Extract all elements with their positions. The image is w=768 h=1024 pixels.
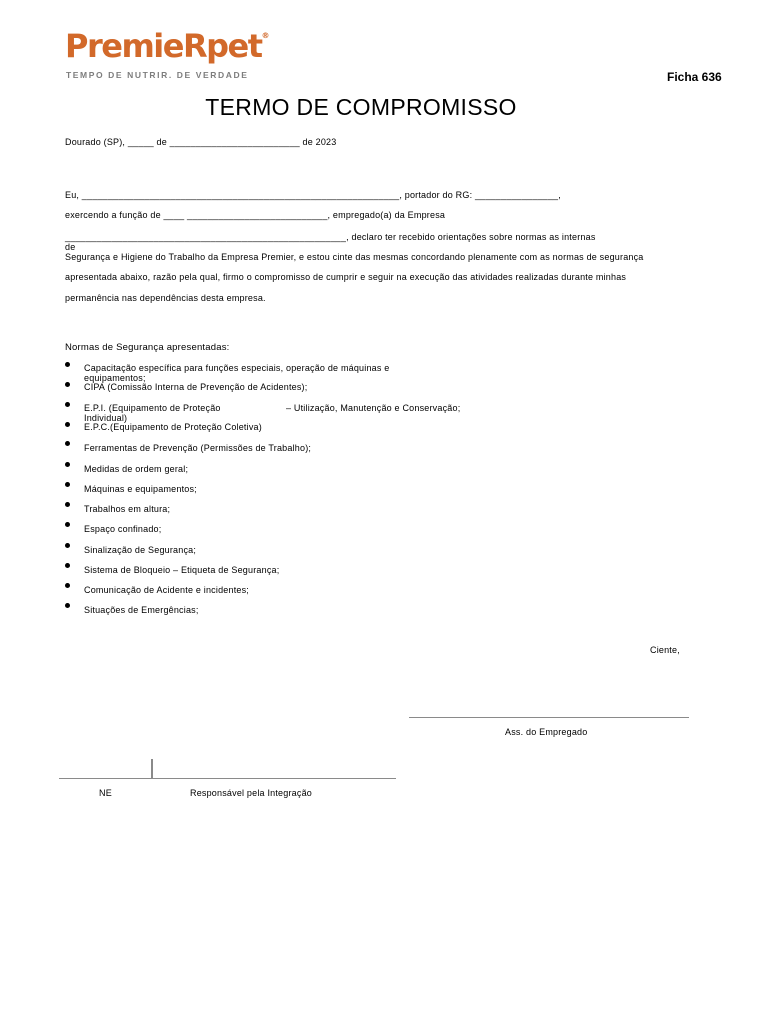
list-item-extra: – Utilização, Manutenção e Conservação; [286, 403, 461, 413]
bullet-icon [65, 502, 70, 507]
list-item-continuation: Individual) [84, 413, 128, 423]
bullet-icon [65, 563, 70, 568]
list-item: Sistema de Bloqueio – Etiqueta de Segurança; [84, 565, 280, 575]
list-item: Capacitação específica para funções especiais, operação de máquinas e [84, 363, 390, 373]
bullet-icon [65, 362, 70, 367]
list-item: Comunicação de Acidente e incidentes; [84, 585, 250, 595]
list-item: E.P.I. (Equipamento de Proteção [84, 403, 221, 413]
list-item: Medidas de ordem geral; [84, 464, 189, 474]
date-line: Dourado (SP), _____ de _________________________ de 2023 [65, 137, 337, 147]
list-item: Trabalhos em altura; [84, 504, 171, 514]
paragraph-line-5: apresentada abaixo, razão pela qual, firmo o compromisso de cumprir e seguir na execução das atividades realizadas durante minhas [65, 272, 627, 282]
list-item: Situações de Emergências; [84, 605, 199, 615]
bullet-icon [65, 482, 70, 487]
document-title: TERMO DE COMPROMISSO [205, 94, 517, 120]
integration-signature-line [59, 778, 396, 779]
job-function-line: exercendo a função de ____ ___________________________, empregado(a) da Empresa [65, 210, 446, 220]
employee-signature-label: Ass. do Empregado [505, 727, 588, 737]
norms-heading: Normas de Segurança apresentadas: [65, 342, 230, 353]
company-tagline: TEMPO DE NUTRIR. DE VERDADE [66, 70, 249, 80]
list-item: Sinalização de Segurança; [84, 545, 197, 555]
bullet-icon [65, 382, 70, 387]
paragraph-line-4: Segurança e Higiene do Trabalho da Empresa Premier, e estou cinte das mesmas concordando plenamente com as normas de segurança [65, 252, 644, 262]
form-number: Ficha 636 [667, 70, 722, 84]
bullet-icon [65, 543, 70, 548]
employee-signature-line [409, 717, 689, 718]
list-item: Ferramentas de Prevenção (Permissões de Trabalho); [84, 443, 312, 453]
company-line-continuation: de [65, 242, 76, 252]
responsible-label: Responsável pela Integração [190, 788, 312, 798]
paragraph-line-6: permanência nas dependências desta empresa. [65, 293, 266, 303]
bullet-icon [65, 522, 70, 527]
ne-label: NE [99, 788, 112, 798]
company-line: ______________________________________________________, declaro ter recebido orientações sobre normas as internas [65, 232, 596, 242]
list-item: E.P.C.(Equipamento de Proteção Coletiva) [84, 422, 262, 432]
bullet-icon [65, 422, 70, 427]
bullet-icon [65, 603, 70, 608]
bullet-icon [65, 462, 70, 467]
bullet-icon [65, 583, 70, 588]
list-item: Espaço confinado; [84, 524, 162, 534]
signature-divider [151, 759, 153, 778]
ciente-label: Ciente, [650, 645, 680, 655]
list-item: Máquinas e equipamentos; [84, 484, 197, 494]
list-item-continuation: equipamentos; [84, 373, 146, 383]
bullet-icon [65, 441, 70, 446]
company-logo: PremieRpet® [65, 27, 270, 65]
bullet-icon [65, 402, 70, 407]
employee-name-line: Eu, _____________________________________________________________, portador do RG: ________________, [65, 190, 561, 200]
list-item: CIPA (Comissão Interna de Prevenção de Acidentes); [84, 382, 308, 392]
